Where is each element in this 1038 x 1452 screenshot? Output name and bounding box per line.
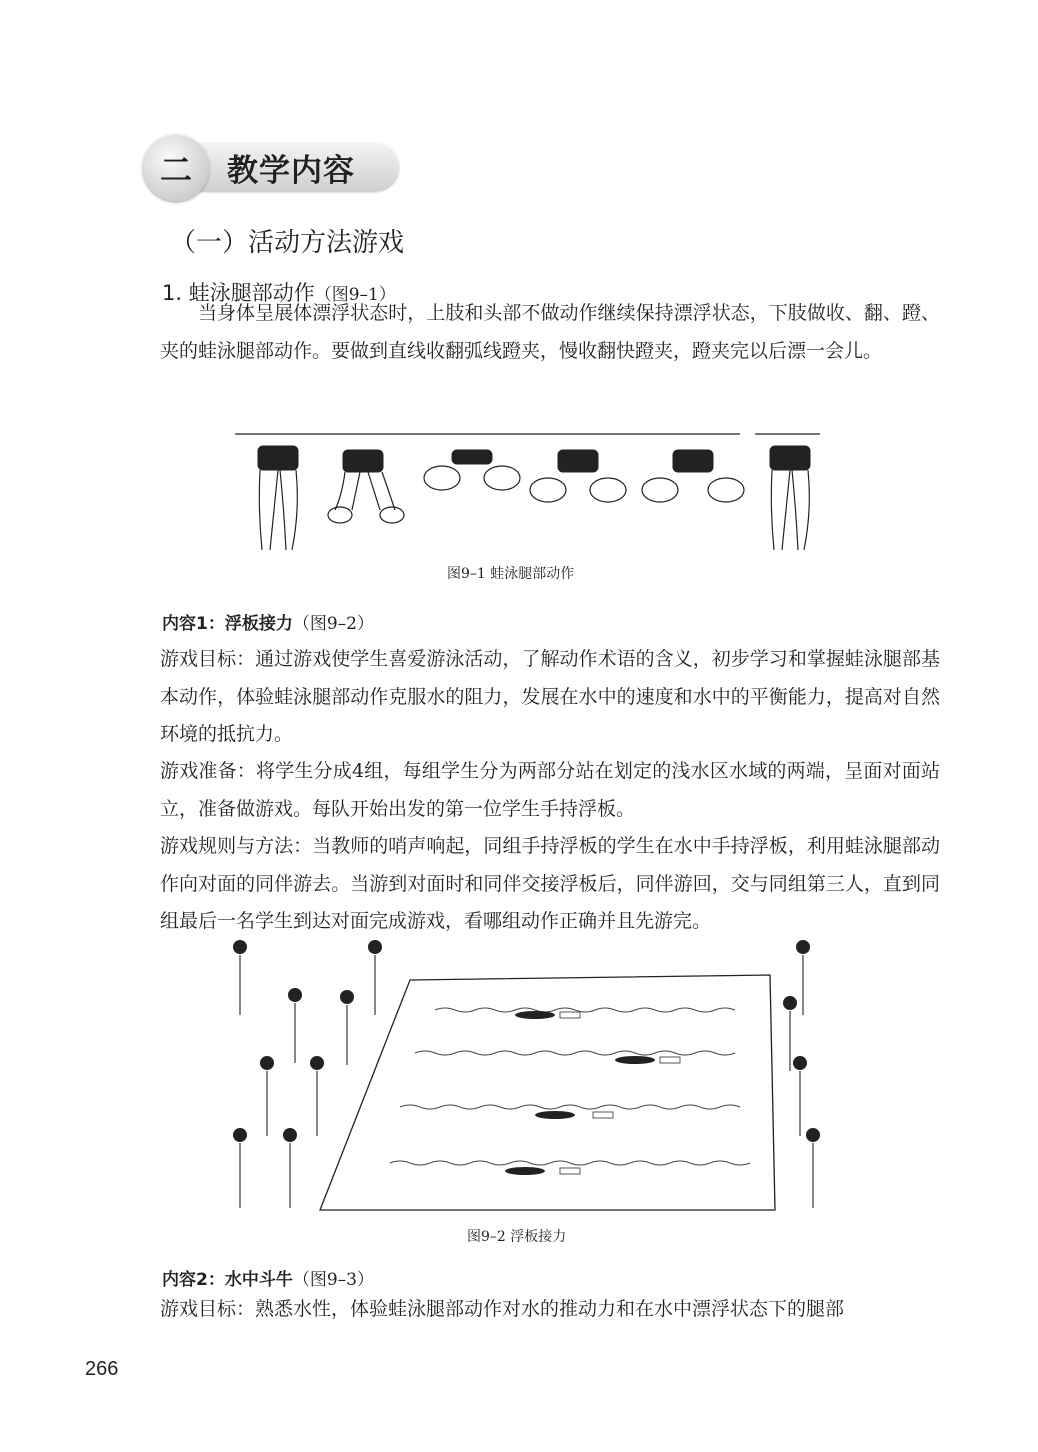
content1-figure-ref: （图9–2） — [292, 614, 374, 634]
figure-breaststroke-legs — [230, 430, 825, 565]
content2-goal: 游戏目标：熟悉水性，体验蛙泳腿部动作对水的推动力和在水中漂浮状态下的腿部 — [160, 1298, 845, 1320]
section-number: 二 — [143, 135, 209, 201]
content2-figure-ref: （图9–3） — [292, 1270, 374, 1290]
content1-title: 内容1：浮板接力 — [162, 614, 293, 634]
page-number: 266 — [85, 1358, 119, 1380]
section-title: 教学内容 — [227, 153, 355, 189]
topic-figure-ref: （图9–1） — [314, 285, 396, 305]
content2-title: 内容2：水中斗牛 — [162, 1270, 293, 1290]
subsection-title: （一）活动方法游戏 — [170, 228, 405, 258]
figure-kickboard-relay — [225, 935, 825, 1220]
topic-paragraph: 当身体呈展体漂浮状态时，上肢和头部不做动作继续保持漂浮状态，下肢做收、翻、蹬、夹的蛙泳腿部动作。要做到直线收翻弧线蹬夹，慢收翻快蹬夹，蹬夹完以后漂一会儿。 — [160, 302, 940, 362]
content1-goal: 游戏目标：通过游戏使学生喜爱游泳活动，了解动作术语的含义，初步学习和掌握蛙泳腿部基本动作，体验蛙泳腿部动作克服水的阻力，发展在水中的速度和水中的平衡能力，提高对自然环境的抵抗力。 — [160, 648, 940, 745]
content2-heading — [162, 1265, 374, 1290]
figure1-caption: 图9–1 蛙泳腿部动作 — [447, 566, 575, 582]
section-badge — [143, 135, 401, 203]
topic-title: 1. 蛙泳腿部动作 — [162, 281, 315, 305]
figure2-caption: 图9–2 浮板接力 — [467, 1229, 567, 1245]
content1-rules: 游戏规则与方法：当教师的哨声响起，同组手持浮板的学生在水中手持浮板，利用蛙泳腿部动作向对面的同伴游去。当游到对面时和同伴交接浮板后，同伴游回，交与同组第三人，直到同组最后一名学生到达对面完成游戏，看哪组动作正确并且先游完。 — [160, 835, 940, 932]
content1-heading — [162, 609, 374, 634]
content1-prep: 游戏准备：将学生分成4组，每组学生分为两部分站在划定的浅水区水域的两端，呈面对面站立，准备做游戏。每队开始出发的第一位学生手持浮板。 — [160, 760, 940, 820]
